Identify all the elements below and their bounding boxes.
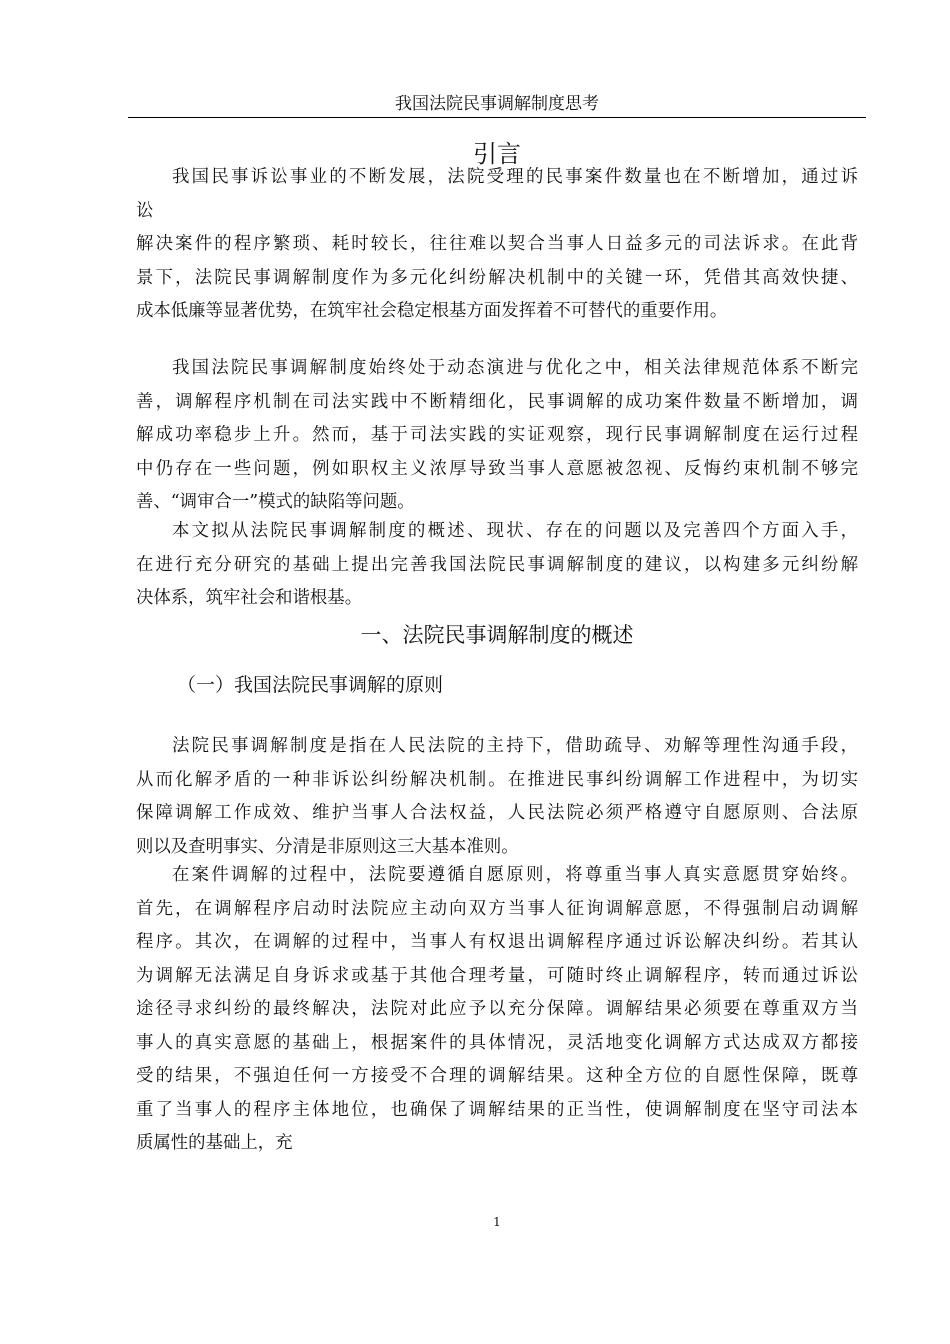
text-line: 善，调解程序机制在司法实践中不断精细化，民事调解的成功案件数量不断增加，调 <box>136 391 858 412</box>
text-line: 则以及查明事实、分清是非原则这三大基本准则。 <box>136 836 519 857</box>
text-line: 在进行充分研究的基础上提出完善我国法院民事调解制度的建议，以构建多元纠纷解 <box>136 554 858 575</box>
header-rule <box>128 117 866 118</box>
text-line: 解决案件的程序繁琐、耗时较长，往往难以契合当事人日益多元的司法诉求。在此背 <box>136 234 858 254</box>
intro-paragraph-2 <box>136 352 858 520</box>
text-line: 首先，在调解程序启动时法院应主动向双方当事人征询调解意愿，不得强制启动调解 <box>136 898 858 919</box>
page-number: 1 <box>493 1215 501 1229</box>
text-line: 事人的真实意愿的基础上，根据案件的具体情况，灵活地变化调解方式达成双方都接 <box>136 1032 858 1053</box>
text-line: 为调解无法满足自身诉求或基于其他合理考量，可随时终止调解程序，转而通过诉讼 <box>136 965 858 986</box>
text-line: 我国民事诉讼事业的不断发展，法院受理的民事案件数量也在不断增加，通过诉 <box>172 167 858 187</box>
text-line: 我国法院民事调解制度始终处于动态演进与优化之中，相关法律规范体系不断完 <box>172 358 858 378</box>
text-line: 解成功率稳步上升。然而，基于司法实践的实证观察，现行民事调解制度在运行过程 <box>136 425 858 445</box>
section-paragraph-2 <box>136 859 858 1161</box>
page-title: 引言 <box>473 140 521 168</box>
text-line: 在案件调解的过程中，法院要遵循自愿原则，将尊重当事人真实意愿贯穿始终。 <box>172 865 858 885</box>
intro-paragraph-3 <box>136 515 858 616</box>
subsection-heading: （一）我国法院民事调解的原则 <box>177 674 444 696</box>
text-line: 本文拟从法院民事调解制度的概述、现状、存在的问题以及完善四个方面入手， <box>172 521 858 541</box>
text-line: 景下，法院民事调解制度作为多元化纠纷解决机制中的关键一环，凭借其高效快捷、 <box>136 267 858 288</box>
text-line: 质属性的基础上，充 <box>136 1133 293 1153</box>
text-line: 法院民事调解制度是指在人民法院的主持下，借助疏导、劝解等理性沟通手段， <box>172 736 858 756</box>
section-paragraph-1 <box>136 730 858 864</box>
text-line: 决体系，筑牢社会和谐根基。 <box>136 588 363 608</box>
text-line: 讼 <box>136 200 154 221</box>
text-line: 重了当事人的程序主体地位，也确保了调解结果的正当性，使调解制度在坚守司法本 <box>136 1099 858 1120</box>
text-line: 从而化解矛盾的一种非诉讼纠纷解决机制。在推进民事纠纷调解工作进程中，为切实 <box>136 769 858 790</box>
text-line: 途径寻求纠纷的最终解决，法院对此应予以充分保障。调解结果必须要在尊重双方当 <box>136 999 858 1019</box>
text-line: 受的结果，不强迫任何一方接受不合理的调解结果。这种全方位的自愿性保障，既尊 <box>136 1066 858 1086</box>
text-line: 程序。其次，在调解的过程中，当事人有权退出调解程序通过诉讼解决纠纷。若其认 <box>136 932 858 952</box>
text-line: 保障调解工作成效、维护当事人合法权益，人民法院必须严格遵守自愿原则、合法原 <box>136 803 858 823</box>
running-header: 我国法院民事调解制度思考 <box>395 94 599 114</box>
section-heading: 一、法院民事调解制度的概述 <box>360 623 634 647</box>
text-line: 善、“调审合一”模式的缺陷等问题。 <box>136 492 415 512</box>
intro-paragraph-1 <box>136 161 858 329</box>
text-line: 成本低廉等显著优势，在筑牢社会稳定根基方面发挥着不可替代的重要作用。 <box>136 301 728 321</box>
text-line: 中仍存在一些问题，例如职权主义浓厚导致当事人意愿被忽视、反悔约束机制不够完 <box>136 458 858 479</box>
